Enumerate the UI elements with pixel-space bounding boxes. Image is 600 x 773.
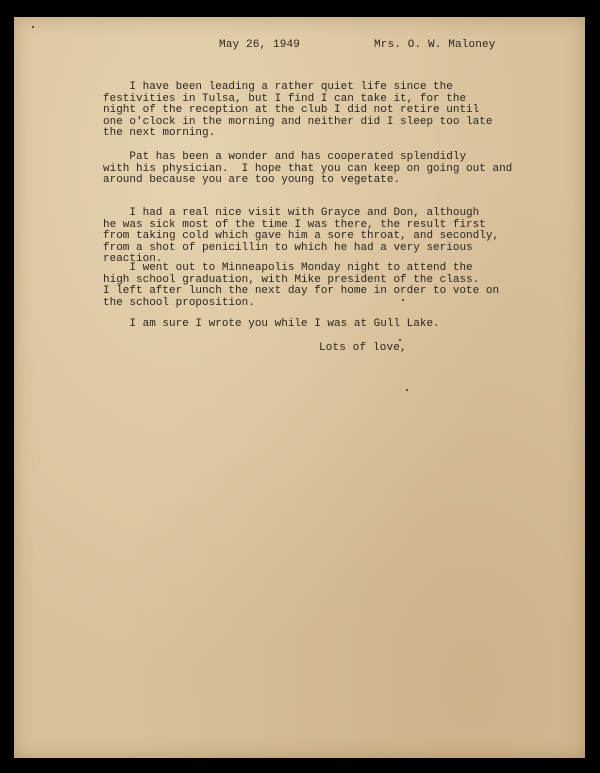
paragraph-line: he was sick most of the time I was there, the result first [103, 218, 486, 231]
letter-page [14, 17, 585, 758]
paper-speck [406, 389, 408, 391]
paragraph-line: high school graduation, with Mike president of the class. [103, 273, 480, 286]
paragraph-line: I had a real nice visit with Grayce and Don, although [103, 207, 480, 219]
paragraph-line: from a shot of penicillin to which he had a very serious [103, 241, 473, 254]
paragraph-line: Pat has been a wonder and has cooperated splendidly [103, 151, 467, 163]
paragraph-line: the school proposition. [103, 296, 255, 309]
paragraph-line: around because you are too young to vegetate. [103, 174, 401, 186]
paper-speck [402, 299, 404, 301]
paragraph-line: I left after lunch the next day for home in order to vote on [103, 285, 500, 297]
paragraph-line: the next morning. [103, 127, 216, 139]
paragraph-4 [103, 263, 563, 309]
paragraph-line: night of the reception at the club I did not retire until [103, 104, 480, 116]
paragraph-line: with his physician. I hope that you can keep on going out and [103, 162, 513, 175]
paragraph-line: one o'clock in the morning and neither did I sleep too late [103, 115, 493, 128]
paragraph-line: I am sure I wrote you while I was at Gull Lake. [103, 318, 440, 330]
paragraph-2 [103, 152, 563, 187]
letter-date: May 26, 1949 [219, 39, 301, 51]
letter-recipient: Mrs. O. W. Maloney [374, 39, 496, 51]
paragraph-5 [103, 319, 563, 331]
paragraph-1 [103, 82, 563, 140]
paragraph-line: I have been leading a rather quiet life since the [103, 81, 453, 93]
paragraph-3 [103, 208, 563, 266]
paragraph-line: reaction. [103, 253, 163, 265]
paper-speck [32, 26, 34, 28]
letter-closing: Lots of love, [319, 342, 407, 354]
paragraph-line: from taking cold which gave him a sore throat, and secondly, [103, 230, 500, 242]
paragraph-line: I went out to Minneapolis Monday night to attend the [103, 262, 473, 274]
paragraph-line: festivities in Tulsa, but I find I can take it, for the [103, 92, 467, 105]
paper-speck [399, 339, 401, 341]
